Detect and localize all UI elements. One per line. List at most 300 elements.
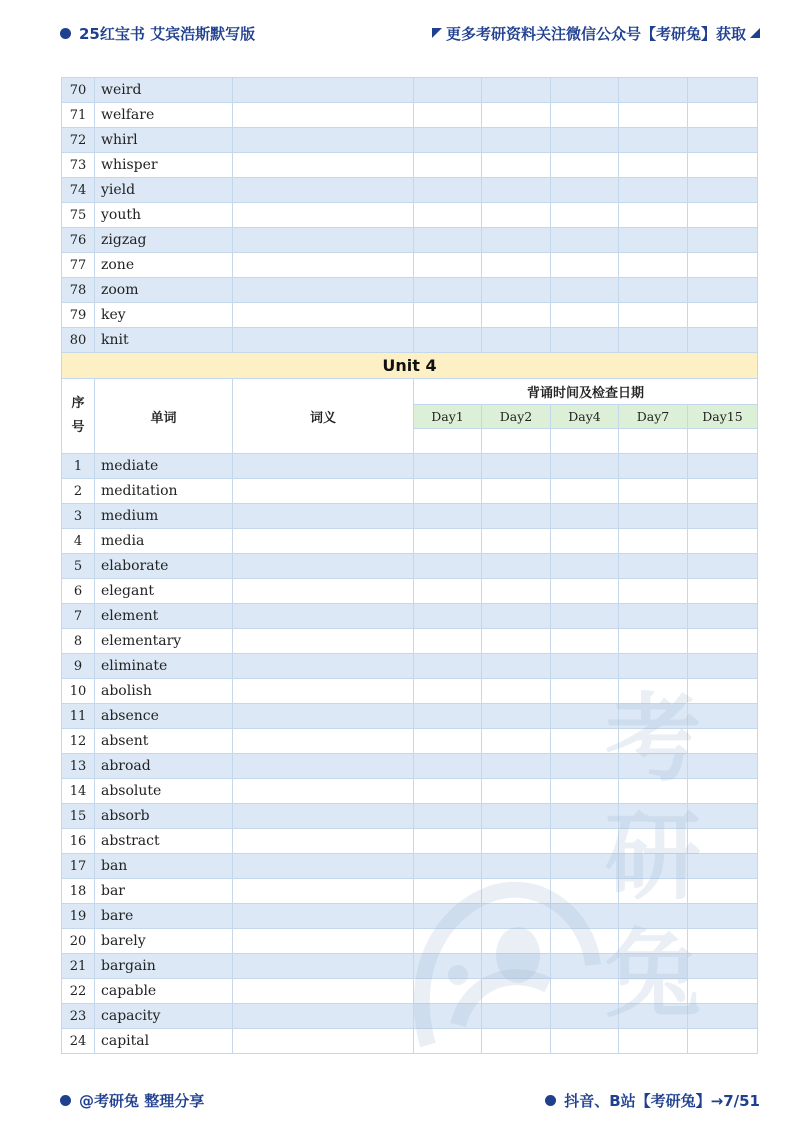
check-date-cell[interactable]	[688, 979, 758, 1004]
meaning-cell[interactable]	[233, 328, 414, 353]
check-date-cell[interactable]	[551, 479, 619, 504]
check-date-cell[interactable]	[414, 529, 482, 554]
check-date-cell[interactable]	[482, 754, 551, 779]
check-date-cell[interactable]	[551, 504, 619, 529]
header-right	[432, 23, 760, 44]
header-word: 单词	[95, 379, 233, 454]
row-number: 76	[62, 228, 95, 253]
check-date-cell[interactable]	[482, 954, 551, 979]
check-date-cell[interactable]	[414, 228, 482, 253]
check-date-cell[interactable]	[688, 153, 758, 178]
table-row	[62, 153, 758, 178]
triangle-left-icon	[432, 28, 442, 38]
table-row	[62, 1029, 758, 1054]
row-word: weird	[95, 78, 233, 103]
meaning-cell[interactable]	[233, 1004, 414, 1029]
check-date-cell[interactable]	[414, 954, 482, 979]
check-date-cell[interactable]	[688, 1029, 758, 1054]
row-word: youth	[95, 203, 233, 228]
check-date-cell[interactable]	[414, 629, 482, 654]
column-header-row	[62, 379, 758, 405]
check-date-cell[interactable]	[619, 904, 688, 929]
check-date-cell[interactable]	[688, 829, 758, 854]
row-number: 17	[62, 854, 95, 879]
check-date-cell[interactable]	[551, 454, 619, 479]
meaning-cell[interactable]	[233, 454, 414, 479]
check-date-cell[interactable]	[619, 1004, 688, 1029]
row-word: mediate	[95, 454, 233, 479]
check-date-cell[interactable]	[619, 1029, 688, 1054]
unit-rows	[62, 454, 758, 1054]
check-date-cell[interactable]	[619, 779, 688, 804]
check-date-cell[interactable]	[619, 954, 688, 979]
check-date-cell[interactable]	[414, 829, 482, 854]
day-header-blank	[619, 429, 688, 454]
check-date-cell[interactable]	[482, 829, 551, 854]
check-date-cell[interactable]	[551, 904, 619, 929]
row-number: 1	[62, 454, 95, 479]
check-date-cell[interactable]	[414, 604, 482, 629]
check-date-cell[interactable]	[688, 529, 758, 554]
row-number: 8	[62, 629, 95, 654]
check-date-cell[interactable]	[619, 529, 688, 554]
check-date-cell[interactable]	[551, 604, 619, 629]
check-date-cell[interactable]	[619, 178, 688, 203]
check-date-cell[interactable]	[482, 679, 551, 704]
check-date-cell[interactable]	[688, 203, 758, 228]
check-date-cell[interactable]	[619, 604, 688, 629]
row-number: 22	[62, 979, 95, 1004]
check-date-cell[interactable]	[619, 879, 688, 904]
page-header	[60, 22, 760, 44]
check-date-cell[interactable]	[482, 779, 551, 804]
day-header-day15: Day15	[688, 405, 758, 429]
meaning-cell[interactable]	[233, 579, 414, 604]
meaning-cell[interactable]	[233, 128, 414, 153]
check-date-cell[interactable]	[619, 704, 688, 729]
check-date-cell[interactable]	[551, 1029, 619, 1054]
check-date-cell[interactable]	[551, 153, 619, 178]
check-date-cell[interactable]	[482, 1004, 551, 1029]
check-date-cell[interactable]	[414, 504, 482, 529]
check-date-cell[interactable]	[482, 654, 551, 679]
table-row	[62, 454, 758, 479]
check-date-cell[interactable]	[688, 654, 758, 679]
check-date-cell[interactable]	[414, 554, 482, 579]
row-number: 23	[62, 1004, 95, 1029]
meaning-cell[interactable]	[233, 854, 414, 879]
row-number: 15	[62, 804, 95, 829]
check-date-cell[interactable]	[619, 78, 688, 103]
check-date-cell[interactable]	[688, 729, 758, 754]
check-date-cell[interactable]	[414, 78, 482, 103]
check-date-cell[interactable]	[688, 629, 758, 654]
check-date-cell[interactable]	[482, 153, 551, 178]
check-date-cell[interactable]	[688, 178, 758, 203]
check-date-cell[interactable]	[414, 278, 482, 303]
check-date-cell[interactable]	[551, 253, 619, 278]
check-date-cell[interactable]	[688, 954, 758, 979]
meaning-cell[interactable]	[233, 178, 414, 203]
check-date-cell[interactable]	[551, 629, 619, 654]
check-date-cell[interactable]	[619, 754, 688, 779]
check-date-cell[interactable]	[551, 779, 619, 804]
check-date-cell[interactable]	[688, 779, 758, 804]
row-word: bargain	[95, 954, 233, 979]
table-row	[62, 779, 758, 804]
check-date-cell[interactable]	[619, 303, 688, 328]
check-date-cell[interactable]	[414, 328, 482, 353]
check-date-cell[interactable]	[551, 979, 619, 1004]
check-date-cell[interactable]	[551, 303, 619, 328]
row-word: element	[95, 604, 233, 629]
meaning-cell[interactable]	[233, 879, 414, 904]
meaning-cell[interactable]	[233, 704, 414, 729]
check-date-cell[interactable]	[414, 1029, 482, 1054]
row-word: key	[95, 303, 233, 328]
check-date-cell[interactable]	[688, 804, 758, 829]
check-date-cell[interactable]	[688, 754, 758, 779]
check-date-cell[interactable]	[688, 504, 758, 529]
table-row	[62, 128, 758, 153]
check-date-cell[interactable]	[414, 879, 482, 904]
row-word: absent	[95, 729, 233, 754]
check-date-cell[interactable]	[551, 579, 619, 604]
check-date-cell[interactable]	[414, 253, 482, 278]
meaning-cell[interactable]	[233, 78, 414, 103]
check-date-cell[interactable]	[688, 854, 758, 879]
meaning-cell[interactable]	[233, 153, 414, 178]
check-date-cell[interactable]	[619, 253, 688, 278]
meaning-cell[interactable]	[233, 504, 414, 529]
check-date-cell[interactable]	[482, 228, 551, 253]
check-date-cell[interactable]	[482, 529, 551, 554]
row-number: 73	[62, 153, 95, 178]
check-date-cell[interactable]	[688, 278, 758, 303]
day-header-blank	[551, 429, 619, 454]
check-date-cell[interactable]	[688, 303, 758, 328]
check-date-cell[interactable]	[688, 579, 758, 604]
check-date-cell[interactable]	[414, 103, 482, 128]
check-date-cell[interactable]	[414, 929, 482, 954]
check-date-cell[interactable]	[414, 203, 482, 228]
check-date-cell[interactable]	[551, 654, 619, 679]
watermark-text: 考研兔	[605, 682, 701, 1031]
check-date-cell[interactable]	[414, 178, 482, 203]
table-row	[62, 504, 758, 529]
row-number: 77	[62, 253, 95, 278]
row-word: zoom	[95, 278, 233, 303]
check-date-cell[interactable]	[551, 203, 619, 228]
row-number: 72	[62, 128, 95, 153]
check-date-cell[interactable]	[551, 954, 619, 979]
check-date-cell[interactable]	[414, 1004, 482, 1029]
check-date-cell[interactable]	[414, 454, 482, 479]
check-date-cell[interactable]	[482, 203, 551, 228]
meaning-cell[interactable]	[233, 1029, 414, 1054]
table-row	[62, 654, 758, 679]
day-header-day7: Day7	[619, 405, 688, 429]
row-number: 14	[62, 779, 95, 804]
check-date-cell[interactable]	[414, 679, 482, 704]
check-date-cell[interactable]	[414, 479, 482, 504]
check-date-cell[interactable]	[688, 879, 758, 904]
check-date-cell[interactable]	[482, 879, 551, 904]
row-number: 24	[62, 1029, 95, 1054]
row-word: media	[95, 529, 233, 554]
row-word: knit	[95, 328, 233, 353]
check-date-cell[interactable]	[551, 78, 619, 103]
check-date-cell[interactable]	[482, 454, 551, 479]
check-date-cell[interactable]	[688, 328, 758, 353]
table-row	[62, 679, 758, 704]
table-row	[62, 854, 758, 879]
vocab-table	[61, 77, 758, 1054]
check-date-cell[interactable]	[551, 829, 619, 854]
check-date-cell[interactable]	[482, 904, 551, 929]
table-row	[62, 178, 758, 203]
check-date-cell[interactable]	[619, 203, 688, 228]
check-date-cell[interactable]	[414, 654, 482, 679]
meaning-cell[interactable]	[233, 303, 414, 328]
row-number: 12	[62, 729, 95, 754]
meaning-cell[interactable]	[233, 779, 414, 804]
check-date-cell[interactable]	[619, 629, 688, 654]
check-date-cell[interactable]	[482, 1029, 551, 1054]
check-date-cell[interactable]	[482, 103, 551, 128]
row-word: zone	[95, 253, 233, 278]
meaning-cell[interactable]	[233, 754, 414, 779]
check-date-cell[interactable]	[688, 704, 758, 729]
check-date-cell[interactable]	[619, 979, 688, 1004]
check-date-cell[interactable]	[551, 929, 619, 954]
table-row	[62, 253, 758, 278]
table-row	[62, 879, 758, 904]
check-date-cell[interactable]	[688, 479, 758, 504]
check-date-cell[interactable]	[551, 879, 619, 904]
check-date-cell[interactable]	[482, 979, 551, 1004]
check-date-cell[interactable]	[414, 128, 482, 153]
meaning-cell[interactable]	[233, 529, 414, 554]
check-date-cell[interactable]	[414, 153, 482, 178]
check-date-cell[interactable]	[688, 904, 758, 929]
row-number: 6	[62, 579, 95, 604]
meaning-cell[interactable]	[233, 203, 414, 228]
check-date-cell[interactable]	[619, 454, 688, 479]
row-word: absolute	[95, 779, 233, 804]
row-word: absence	[95, 704, 233, 729]
check-date-cell[interactable]	[551, 679, 619, 704]
table-row	[62, 954, 758, 979]
table-row	[62, 754, 758, 779]
meaning-cell[interactable]	[233, 629, 414, 654]
check-date-cell[interactable]	[414, 303, 482, 328]
check-date-cell[interactable]	[551, 704, 619, 729]
check-date-cell[interactable]	[482, 78, 551, 103]
unit-header	[62, 353, 758, 454]
header-title: 25红宝书 艾宾浩斯默写版	[79, 24, 256, 43]
check-date-cell[interactable]	[619, 679, 688, 704]
table-row	[62, 704, 758, 729]
table-row	[62, 103, 758, 128]
check-date-cell[interactable]	[619, 554, 688, 579]
check-date-cell[interactable]	[551, 754, 619, 779]
check-date-cell[interactable]	[619, 829, 688, 854]
check-date-cell[interactable]	[482, 554, 551, 579]
check-date-cell[interactable]	[482, 854, 551, 879]
row-word: zigzag	[95, 228, 233, 253]
unit-title: Unit 4	[62, 353, 758, 379]
meaning-cell[interactable]	[233, 604, 414, 629]
table-row	[62, 1004, 758, 1029]
row-word: bar	[95, 879, 233, 904]
table-row	[62, 328, 758, 353]
check-date-cell[interactable]	[414, 704, 482, 729]
check-date-cell[interactable]	[551, 854, 619, 879]
check-date-cell[interactable]	[688, 1004, 758, 1029]
footer-page-info: 抖音、B站【考研兔】→7/51	[564, 1091, 760, 1110]
meaning-cell[interactable]	[233, 654, 414, 679]
meaning-cell[interactable]	[233, 278, 414, 303]
check-date-cell[interactable]	[688, 128, 758, 153]
meaning-cell[interactable]	[233, 904, 414, 929]
meaning-cell[interactable]	[233, 679, 414, 704]
check-date-cell[interactable]	[482, 729, 551, 754]
check-date-cell[interactable]	[482, 128, 551, 153]
check-date-cell[interactable]	[551, 729, 619, 754]
check-date-cell[interactable]	[414, 779, 482, 804]
check-date-cell[interactable]	[619, 103, 688, 128]
check-date-cell[interactable]	[551, 1004, 619, 1029]
check-date-cell[interactable]	[688, 679, 758, 704]
check-date-cell[interactable]	[414, 729, 482, 754]
check-date-cell[interactable]	[619, 579, 688, 604]
row-number: 80	[62, 328, 95, 353]
meaning-cell[interactable]	[233, 554, 414, 579]
footer-credit: @考研兔 整理分享	[79, 1091, 205, 1110]
meaning-cell[interactable]	[233, 253, 414, 278]
check-date-cell[interactable]	[551, 228, 619, 253]
check-date-cell[interactable]	[482, 704, 551, 729]
row-word: whisper	[95, 153, 233, 178]
meaning-cell[interactable]	[233, 479, 414, 504]
row-number: 20	[62, 929, 95, 954]
meaning-cell[interactable]	[233, 979, 414, 1004]
check-date-cell[interactable]	[551, 103, 619, 128]
meaning-cell[interactable]	[233, 954, 414, 979]
check-date-cell[interactable]	[551, 554, 619, 579]
row-word: ban	[95, 854, 233, 879]
check-date-cell[interactable]	[482, 278, 551, 303]
previous-unit-rows	[62, 78, 758, 353]
check-date-cell[interactable]	[482, 303, 551, 328]
check-date-cell[interactable]	[414, 804, 482, 829]
check-date-cell[interactable]	[551, 278, 619, 303]
day-header-day2: Day2	[482, 405, 551, 429]
check-date-cell[interactable]	[619, 328, 688, 353]
table-row	[62, 303, 758, 328]
row-number: 4	[62, 529, 95, 554]
check-date-cell[interactable]	[482, 253, 551, 278]
check-date-cell[interactable]	[619, 228, 688, 253]
check-date-cell[interactable]	[551, 328, 619, 353]
bullet-dot-icon	[545, 1095, 556, 1106]
day-header-day1: Day1	[414, 405, 482, 429]
check-date-cell[interactable]	[482, 504, 551, 529]
check-date-cell[interactable]	[482, 328, 551, 353]
check-date-cell[interactable]	[688, 604, 758, 629]
check-date-cell[interactable]	[551, 804, 619, 829]
row-number: 3	[62, 504, 95, 529]
meaning-cell[interactable]	[233, 103, 414, 128]
check-date-cell[interactable]	[619, 504, 688, 529]
check-date-cell[interactable]	[482, 629, 551, 654]
check-date-cell[interactable]	[414, 579, 482, 604]
day-header-blank	[482, 429, 551, 454]
table-row	[62, 228, 758, 253]
row-word: yield	[95, 178, 233, 203]
check-date-cell[interactable]	[482, 178, 551, 203]
row-number: 79	[62, 303, 95, 328]
check-date-cell[interactable]	[414, 854, 482, 879]
table-row	[62, 479, 758, 504]
check-date-cell[interactable]	[688, 454, 758, 479]
bullet-dot-icon	[60, 28, 71, 39]
row-word: elementary	[95, 629, 233, 654]
check-date-cell[interactable]	[619, 128, 688, 153]
day-header-day4: Day4	[551, 405, 619, 429]
meaning-cell[interactable]	[233, 228, 414, 253]
check-date-cell[interactable]	[414, 979, 482, 1004]
check-date-cell[interactable]	[688, 554, 758, 579]
table-row	[62, 829, 758, 854]
table-row	[62, 604, 758, 629]
check-date-cell[interactable]	[688, 253, 758, 278]
check-date-cell[interactable]	[688, 78, 758, 103]
row-word: meditation	[95, 479, 233, 504]
check-date-cell[interactable]	[619, 929, 688, 954]
check-date-cell[interactable]	[482, 479, 551, 504]
meaning-cell[interactable]	[233, 929, 414, 954]
meaning-cell[interactable]	[233, 804, 414, 829]
row-word: barely	[95, 929, 233, 954]
check-date-cell[interactable]	[482, 579, 551, 604]
check-date-cell[interactable]	[688, 103, 758, 128]
check-date-cell[interactable]	[551, 529, 619, 554]
check-date-cell[interactable]	[619, 153, 688, 178]
check-date-cell[interactable]	[414, 754, 482, 779]
check-date-cell[interactable]	[551, 178, 619, 203]
page-footer	[60, 1089, 760, 1111]
check-date-cell[interactable]	[482, 604, 551, 629]
meaning-cell[interactable]	[233, 829, 414, 854]
check-date-cell[interactable]	[619, 729, 688, 754]
check-date-cell[interactable]	[551, 128, 619, 153]
check-date-cell[interactable]	[482, 804, 551, 829]
check-date-cell[interactable]	[619, 278, 688, 303]
check-date-cell[interactable]	[619, 654, 688, 679]
check-date-cell[interactable]	[688, 929, 758, 954]
footer-left	[60, 1090, 204, 1111]
check-date-cell[interactable]	[619, 804, 688, 829]
check-date-cell[interactable]	[619, 854, 688, 879]
meaning-cell[interactable]	[233, 729, 414, 754]
check-date-cell[interactable]	[414, 904, 482, 929]
check-date-cell[interactable]	[482, 929, 551, 954]
check-date-cell[interactable]	[619, 479, 688, 504]
check-date-cell[interactable]	[688, 228, 758, 253]
row-number: 70	[62, 78, 95, 103]
